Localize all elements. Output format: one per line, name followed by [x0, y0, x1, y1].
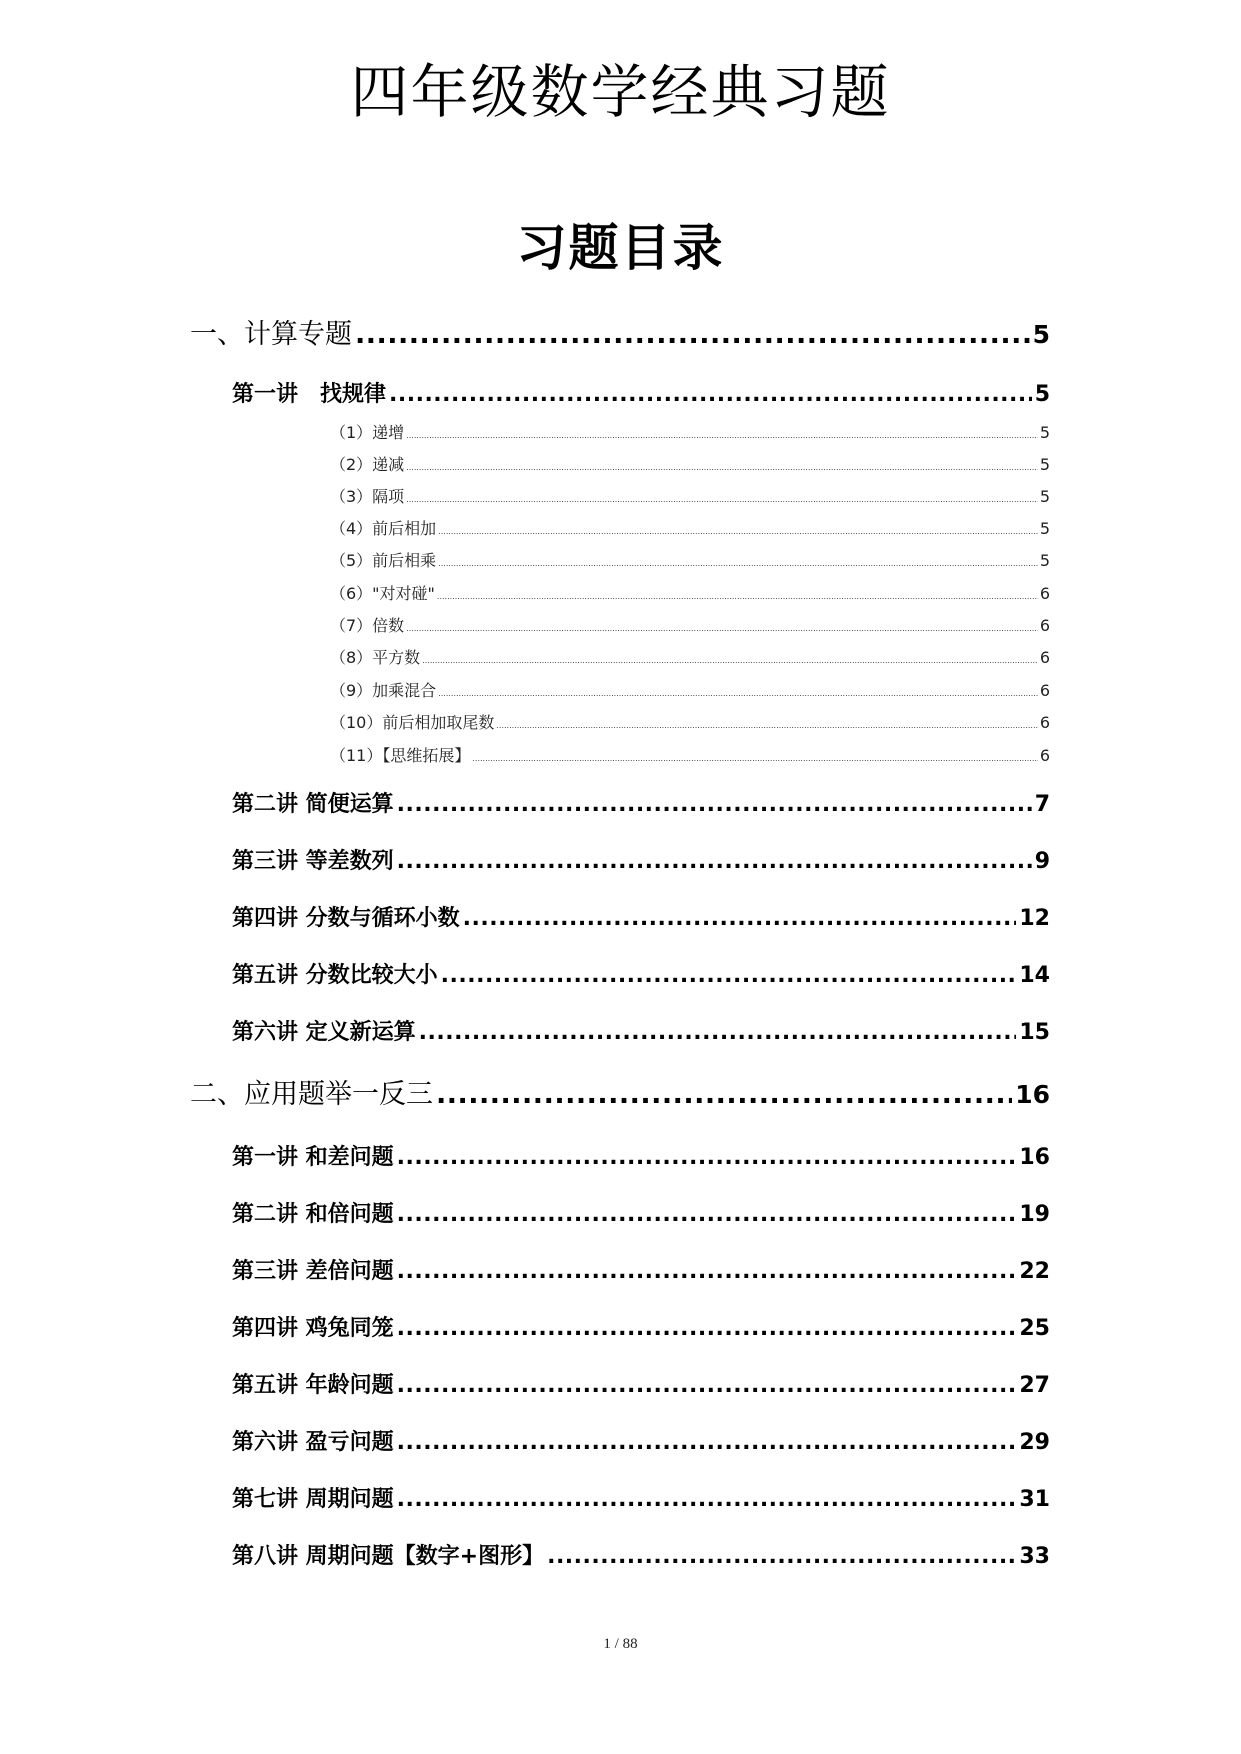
- toc-entry-lecture[interactable]: [232, 1482, 1050, 1513]
- toc-entry-label: （10）前后相加取尾数: [330, 713, 495, 732]
- toc-entry-label: 第八讲 周期问题【数字+图形】: [232, 1544, 545, 1569]
- toc-entry-label: 第二讲 简便运算: [232, 792, 394, 817]
- toc-entry-lecture[interactable]: [232, 901, 1050, 932]
- toc-dot-leader: [463, 906, 1017, 931]
- toc-entry-label: 一、计算专题: [190, 319, 352, 350]
- toc-dot-leader: [419, 1020, 1017, 1045]
- toc-entry-label: （11）【思维拓展】: [330, 746, 471, 765]
- toc-entry-lecture[interactable]: [232, 1254, 1050, 1285]
- toc-entry-subtopic[interactable]: [330, 420, 1050, 443]
- toc-dot-leader: [406, 463, 1038, 472]
- toc-entry-page: 16: [1019, 1145, 1050, 1170]
- toc-dot-leader: [397, 792, 1032, 817]
- toc-entry-page: 5: [1034, 382, 1050, 407]
- toc-dot-leader: [406, 624, 1038, 633]
- toc-entry-page: 29: [1019, 1430, 1050, 1455]
- toc-dot-leader: [397, 1430, 1017, 1455]
- toc-entry-label: 第一讲 找规律: [232, 382, 387, 407]
- document-title: 四年级数学经典习题: [350, 58, 891, 126]
- toc-dot-leader: [397, 1316, 1017, 1341]
- toc-entry-lecture[interactable]: [232, 1425, 1050, 1456]
- toc-dot-leader: [472, 754, 1037, 763]
- toc-entry-label: 第三讲 差倍问题: [232, 1259, 394, 1284]
- toc-entry-page: 19: [1019, 1202, 1050, 1227]
- toc-entry-page: 16: [1015, 1080, 1050, 1109]
- toc-dot-leader: [438, 527, 1038, 536]
- toc-entry-label: （7）倍数: [330, 616, 405, 635]
- toc-entry-label: （4）前后相加: [330, 519, 437, 538]
- toc-entry-page: 6: [1039, 584, 1050, 603]
- toc-dot-leader: [397, 1259, 1017, 1284]
- toc-entry-lecture[interactable]: [232, 1368, 1050, 1399]
- toc-entry-page: 31: [1019, 1487, 1050, 1512]
- toc-entry-lecture[interactable]: [232, 1015, 1050, 1046]
- toc-entry-section[interactable]: [190, 1072, 1050, 1111]
- toc-dot-leader: [438, 689, 1038, 698]
- toc-entry-page: 9: [1034, 849, 1050, 874]
- toc-entry-label: 第六讲 定义新运算: [232, 1020, 416, 1045]
- toc-entry-page: 25: [1019, 1316, 1050, 1341]
- toc-entry-label: （5）前后相乘: [330, 551, 437, 570]
- toc-dot-leader: [389, 382, 1032, 407]
- toc-dot-leader: [436, 1079, 1012, 1110]
- toc-entry-label: 第五讲 分数比较大小: [232, 963, 438, 988]
- toc-entry-subtopic[interactable]: [330, 484, 1050, 507]
- toc-entry-page: 5: [1039, 423, 1050, 442]
- toc-entry-lecture[interactable]: [232, 787, 1050, 818]
- toc-entry-page: 15: [1019, 1020, 1050, 1045]
- toc-entry-page: 5: [1039, 455, 1050, 474]
- toc-entry-page: 6: [1039, 681, 1050, 700]
- toc-dot-leader: [397, 1487, 1017, 1512]
- toc-entry-subtopic[interactable]: [330, 613, 1050, 636]
- toc-entry-label: （8）平方数: [330, 648, 421, 667]
- toc-entry-label: （9）加乘混合: [330, 681, 437, 700]
- toc-dot-leader: [355, 319, 1030, 350]
- toc-entry-lecture[interactable]: [232, 377, 1050, 408]
- toc-dot-leader: [441, 963, 1017, 988]
- toc-entry-label: （2）递减: [330, 455, 405, 474]
- toc-heading: 习题目录: [516, 219, 725, 277]
- toc-dot-leader: [406, 431, 1038, 440]
- toc-entry-label: 第一讲 和差问题: [232, 1145, 394, 1170]
- toc-entry-label: （6）"对对碰": [330, 584, 435, 603]
- toc-entry-lecture[interactable]: [232, 1197, 1050, 1228]
- toc-entry-page: 33: [1019, 1544, 1050, 1569]
- toc-entry-label: 二、应用题举一反三: [190, 1079, 433, 1110]
- toc-entry-page: 5: [1039, 487, 1050, 506]
- toc-dot-leader: [397, 1373, 1017, 1398]
- toc-dot-leader: [406, 495, 1038, 504]
- toc-entry-page: 12: [1019, 906, 1050, 931]
- toc-entry-lecture[interactable]: [232, 1311, 1050, 1342]
- toc-dot-leader: [438, 559, 1038, 568]
- toc-entry-section[interactable]: [190, 312, 1050, 351]
- toc-entry-label: 第三讲 等差数列: [232, 849, 394, 874]
- page-number: 1 / 88: [603, 1636, 638, 1652]
- toc-dot-leader: [496, 721, 1037, 730]
- toc-entry-page: 5: [1039, 551, 1050, 570]
- toc-dot-leader: [437, 592, 1038, 601]
- toc-entry-label: （3）隔项: [330, 487, 405, 506]
- toc-entry-page: 14: [1019, 963, 1050, 988]
- toc-dot-leader: [422, 656, 1038, 665]
- toc-entry-label: 第七讲 周期问题: [232, 1487, 394, 1512]
- toc-entry-page: 6: [1039, 746, 1050, 765]
- toc-entry-page: 27: [1019, 1373, 1050, 1398]
- toc-dot-leader: [397, 1202, 1017, 1227]
- toc-entry-subtopic[interactable]: [330, 516, 1050, 539]
- toc-entry-subtopic[interactable]: [330, 710, 1050, 733]
- toc-entry-page: 7: [1034, 792, 1050, 817]
- toc-entry-page: 22: [1019, 1259, 1050, 1284]
- toc-entry-lecture[interactable]: [232, 1539, 1050, 1570]
- toc-entry-subtopic[interactable]: [330, 581, 1050, 604]
- toc-entry-subtopic[interactable]: [330, 452, 1050, 475]
- toc-entry-label: 第六讲 盈亏问题: [232, 1430, 394, 1455]
- toc-entry-lecture[interactable]: [232, 958, 1050, 989]
- toc-entry-page: 6: [1039, 713, 1050, 732]
- toc-entry-subtopic[interactable]: [330, 678, 1050, 701]
- toc-entry-label: （1）递增: [330, 423, 405, 442]
- toc-dot-leader: [547, 1544, 1016, 1569]
- toc-entry-label: 第四讲 鸡兔同笼: [232, 1316, 394, 1341]
- toc-dot-leader: [397, 1145, 1017, 1170]
- toc-entry-subtopic[interactable]: [330, 743, 1050, 766]
- toc-entry-page: 6: [1039, 648, 1050, 667]
- toc-entry-subtopic[interactable]: [330, 548, 1050, 571]
- toc-entry-label: 第二讲 和倍问题: [232, 1202, 394, 1227]
- toc-entry-lecture[interactable]: [232, 844, 1050, 875]
- toc-entry-page: 6: [1039, 616, 1050, 635]
- toc-entry-page: 5: [1039, 519, 1050, 538]
- toc-entry-label: 第四讲 分数与循环小数: [232, 906, 460, 931]
- toc-dot-leader: [397, 849, 1032, 874]
- toc-entry-subtopic[interactable]: [330, 645, 1050, 668]
- toc-entry-page: 5: [1032, 320, 1050, 349]
- toc-entry-label: 第五讲 年龄问题: [232, 1373, 394, 1398]
- toc-entry-lecture[interactable]: [232, 1140, 1050, 1171]
